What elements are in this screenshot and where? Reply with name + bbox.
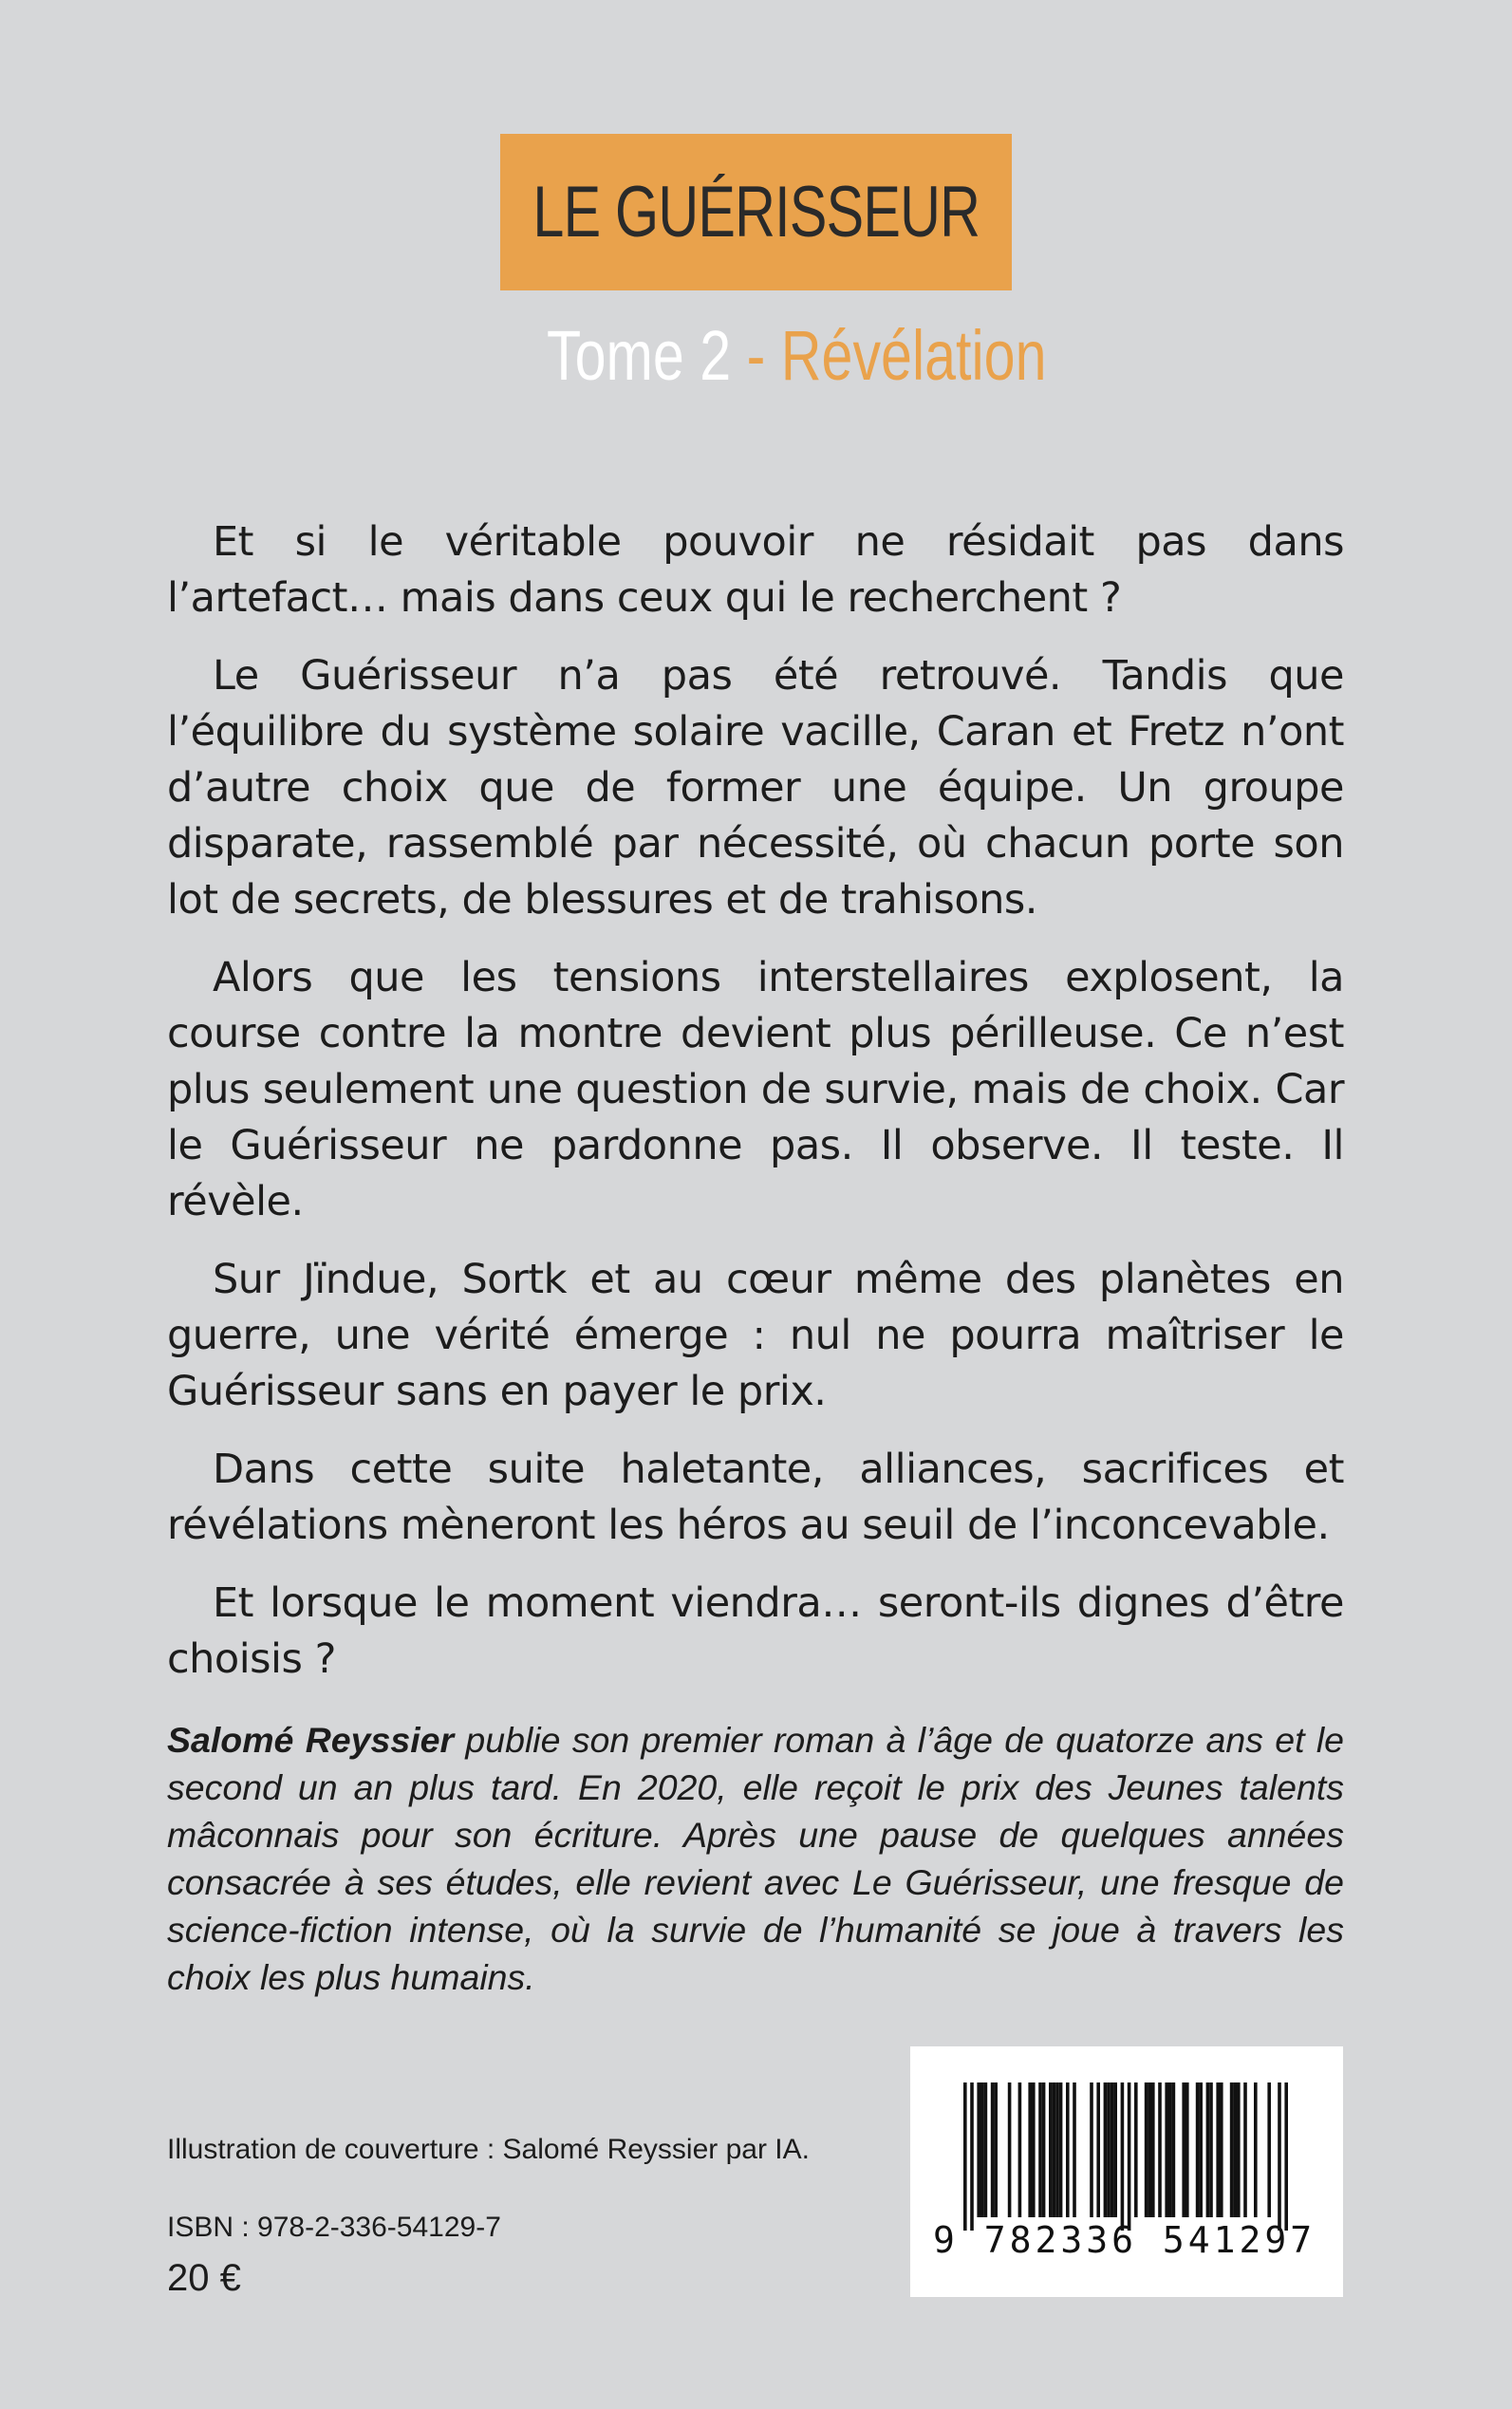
synopsis [167,514,1344,1709]
synopsis-paragraph: Dans cette suite haletante, alliances, sacrifices et révélations mèneront les héros au seuil de l’inconcevable. [167,1446,1344,1549]
barcode-bar [1254,2082,1258,2217]
barcode-bar [1107,2082,1111,2217]
synopsis-paragraph: Sur Jïndue, Sortk et au cœur même des planètes en guerre, une vérité émerge : nul ne pourra maîtriser le Guérisseur sans en payer le prix. [167,1256,1344,1415]
barcode-bar [1038,2082,1042,2217]
barcode-bar [1151,2082,1155,2217]
barcode-bar [1237,2082,1241,2217]
barcode-bar [1134,2082,1138,2217]
barcode-bar [1128,2082,1131,2231]
barcode-bar [1284,2082,1288,2231]
barcode-bar [1278,2082,1281,2231]
tome-label: Tome 2 [547,316,732,395]
barcode-bar [1055,2082,1059,2217]
barcode-bar [1096,2082,1100,2217]
author-bio-text: publie son premier roman à l’âge de quatorze ans et le second un an plus tard. En 2020, elle reçoit le prix des Jeunes talents mâconnais pour son écriture. Après une pause de quelques années consacrée à ses études, elle revient avec Le Guérisseur, une fresque de science-fiction intense, où la survie de l’humanité se joue à travers les choix les plus humains. [167,1720,1345,1997]
barcode-bar [1230,2082,1234,2217]
barcode-bar [1172,2082,1176,2217]
price: 20 € [167,2257,241,2299]
barcode-bar [1032,2082,1036,2217]
barcode-bar [994,2082,998,2217]
barcode-bar [1018,2082,1022,2217]
barcode-bar [1206,2082,1210,2217]
barcode-bar [1199,2082,1203,2217]
illustration-credit: Illustration de couverture : Salomé Reyssier par IA. [167,2134,810,2165]
barcode-bar [991,2082,995,2217]
barcode-bar [1158,2082,1162,2217]
barcode-bar [963,2082,967,2231]
isbn: ISBN : 978-2-336-54129-7 [167,2212,501,2243]
barcode-bar [977,2082,980,2217]
barcode-bar [1165,2082,1168,2217]
barcode-bar [1243,2082,1247,2217]
barcode [910,2046,1343,2297]
synopsis-paragraph: Alors que les tensions interstellaires explosent, la course contre la montre devient plus périlleuse. Ce n’est plus seulement une question de survie, mais de choix. Car le Guérisseur ne pardonne pas. Il observe. Il teste. Il révèle. [167,954,1344,1225]
barcode-bar [1111,2082,1114,2217]
barcode-bar [970,2082,974,2231]
barcode-bar [1121,2082,1125,2231]
author-name: Salomé Reyssier [167,1720,455,1760]
barcode-bar [1182,2082,1185,2217]
barcode-bar [1073,2082,1076,2217]
volume-title: Révélation [780,316,1047,395]
barcode-bar [1220,2082,1223,2217]
series-title-banner [500,134,1012,290]
barcode-digits: 9 782336 541297 [933,2219,1316,2261]
barcode-bar [1113,2082,1117,2217]
barcode-bar [1168,2082,1172,2217]
barcode-bar [1145,2082,1148,2217]
synopsis-paragraph: Le Guérisseur n’a pas été retrouvé. Tandis que l’équilibre du système solaire vacille, Caran et Fretz n’ont d’autre choix que de former une équipe. Un groupe disparate, rassemblé par nécessité, où chacun porte son lot de secrets, de blessures et de trahisons. [167,652,1344,924]
barcode-bar [1042,2082,1046,2217]
barcode-bar [1209,2082,1213,2217]
synopsis-paragraph: Et lorsque le moment viendra… seront-ils dignes d’être choisis ? [167,1579,1344,1683]
barcode-bar [980,2082,984,2217]
barcode-bar [1066,2082,1070,2217]
series-title: LE GUÉRISSEUR [532,172,980,252]
barcode-bar [1049,2082,1053,2217]
barcode-bar [1233,2082,1237,2217]
subtitle-separator: - [746,316,766,395]
barcode-bar [1053,2082,1056,2217]
volume-subtitle [547,315,1047,396]
barcode-bar [1148,2082,1151,2217]
barcode-bar [1185,2082,1189,2217]
barcode-bar [984,2082,988,2217]
barcode-bar [1267,2082,1271,2217]
barcode-bar [1028,2082,1032,2217]
synopsis-paragraph: Et si le véritable pouvoir ne résidait pas dans l’artefact… mais dans ceux qui le recherchent ? [167,518,1344,622]
barcode-bar [1196,2082,1200,2217]
author-bio [167,1716,1344,2001]
barcode-bar [1008,2082,1012,2217]
barcode-bar [1059,2082,1063,2217]
barcode-bar [1216,2082,1220,2217]
barcode-bar [1090,2082,1093,2217]
barcode-bar [1104,2082,1108,2217]
